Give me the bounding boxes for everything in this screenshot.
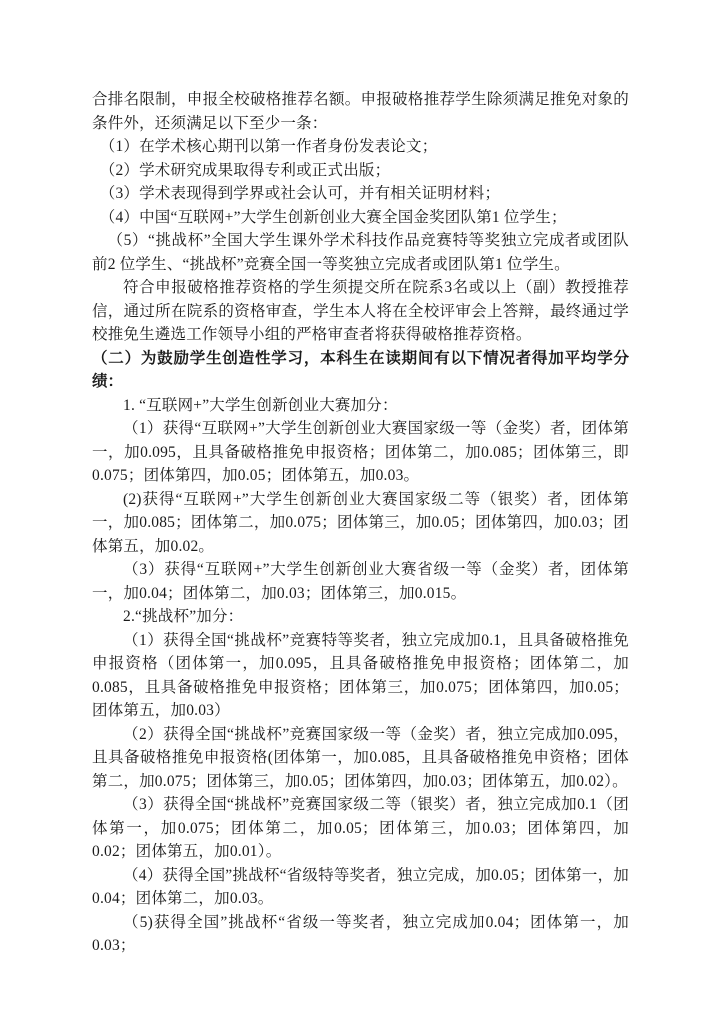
list-item-academic-recognition: （3）学术表现得到学界或社会认可，并有相关证明材料； (99, 185, 501, 202)
list-item-internet-plus-gold: （4）中国“互联网+”大学生创新创业大赛全国金奖团队第1 位学生； (99, 208, 567, 226)
para-challenge-cup-provincial-first: （5)获得全国”挑战杯“省级一等奖者，独立完成加0.04；团体第一，加0.03； (92, 913, 629, 954)
para-continuation-quota: 合排名限制，申报全校破格推荐名额。申报破格推荐学生除须满足推免对象的条件外，还须满足以下至少一条： (92, 91, 629, 132)
para-challenge-cup-national-second: （3）获得全国“挑战杯”竞赛国家级二等（银奖）者，独立完成加0.1（团体第一，加0.075；团体第二，加0.05；团体第三，加0.03；团体第四，加0.02；团体第五，加0.01）。 (92, 796, 629, 860)
list-item-challenge-cup-award: （5）“挑战杯”全国大学生课外学术科技作品竞赛特等奖独立完成者或团队前2 位学生、“挑战杯”竞赛全国一等奖独立完成者或团队第1 位学生。 (92, 232, 629, 273)
para-internet-plus-national-first: （1）获得“互联网+”大学生创新创业大赛国家级一等（金奖）者，团体第一，加0.095，且具备破格推免申报资格；团体第二，加0.085；团体第三，即0.075；团体第四，加0.05；团体第五，加0.03。 (92, 420, 629, 484)
section-heading-gpa-bonus: （二）为鼓励学生创造性学习，本科生在读期间有以下情况者得加平均学分绩： (92, 349, 629, 390)
para-recommendation-letters: 符合申报破格推荐资格的学生须提交所在院系3名或以上（副）教授推荐信，通过所在院系的资格审查，学生本人将在全校评审会上答辩，最终通过学校推免生遴选工作领导小组的严格审查者将获得破格推荐资格。 (92, 279, 629, 343)
list-item-core-journal: （1）在学术核心期刊以第一作者身份发表论文； (99, 138, 438, 155)
para-challenge-cup-national-first: （2）获得全国“挑战杯”竞赛国家级一等（金奖）者，独立完成加0.095，且具备破格推免申报资格(团体第一，加0.085，且具备破格推免申资格；团体第二，加0.075；团体第三，加0.05；团体第四，加0.03；团体第五，加0.02）。 (92, 725, 629, 790)
para-challenge-cup-provincial-special: （4）获得全国”挑战杯“省级特等奖者，独立完成，加0.05；团体第一，加0.04；团体第二，加0.03。 (92, 866, 629, 907)
item-internet-plus-bonus-title: 1. “互联网+”大学生创新创业大赛加分： (123, 396, 398, 414)
item-challenge-cup-bonus-title: 2.“挑战杯”加分： (123, 608, 244, 625)
list-item-patent-publication: （2）学术研究成果取得专利或正式出版； (99, 161, 391, 179)
document-text-block (92, 88, 629, 958)
para-challenge-cup-national-special: （1）获得全国“挑战杯”竞赛特等奖者，独立完成加0.1，且具备破格推免申报资格（团体第一，加0.095，且具备破格推免申报资格；团体第二，加0.085，且具备破格推免申报资格；团体第三，加0.075；团体第四，加0.05；团体第五，加0.03） (92, 631, 629, 719)
para-internet-plus-national-second: (2)获得“互联网+”大学生创新创业大赛国家级二等（银奖）者，团体第一，加0.085；团体第二，加0.075；团体第三，加0.05；团体第四，加0.03；团体第五，加0.02。 (92, 490, 629, 555)
para-internet-plus-provincial-first: （3）获得“互联网+”大学生创新创业大赛省级一等（金奖）者，团体第一，加0.04；团体第二，加0.03；团体第三，加0.015。 (92, 561, 629, 602)
